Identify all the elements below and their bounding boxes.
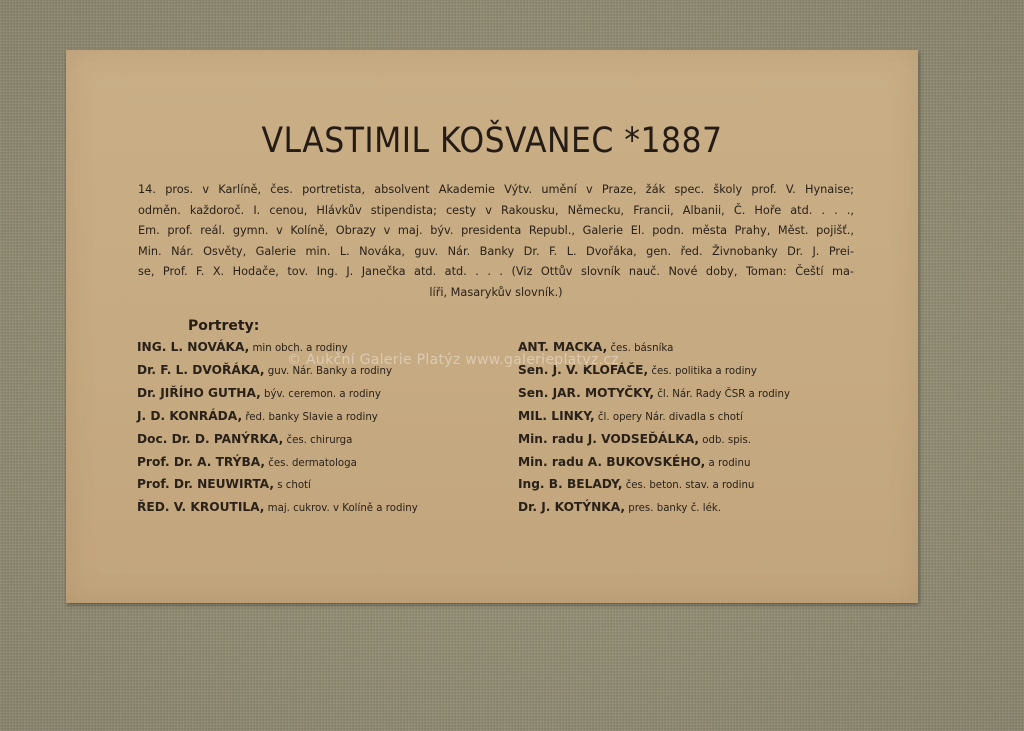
portrait-entry: [518, 474, 790, 497]
portrait-name: Ing. B. BELADY,: [518, 477, 623, 492]
portrait-entry: [518, 360, 790, 383]
portrait-description: býv. ceremon. a rodiny: [260, 388, 381, 400]
portrait-description: s chotí: [273, 480, 311, 492]
portrait-description: čes. chirurga: [283, 434, 353, 446]
portrait-name: Min. radu A. BUKOVSKÉHO,: [518, 454, 706, 469]
portrait-entry: [137, 429, 418, 452]
portraits-heading: Portrety:: [188, 318, 260, 334]
bio-line: Min. Nár. Osvěty, Galerie min. L. Nováka, guv. Nár. Banky Dr. F. L. Dvořáka, gen. řed. Živnobanky Dr. J. Prei-: [138, 244, 854, 258]
portrait-entry: [518, 452, 790, 475]
bio-line: 14. pros. v Karlíně, čes. portretista, absolvent Akademie Výtv. umění v Praze, žák spec. školy prof. V. Hynaise;: [138, 183, 854, 196]
bio-line: se, Prof. F. X. Hodače, tov. Ing. J. Janečka atd. atd. . . . (Viz Ottův slovník nauč. Nové doby, Toman: Čeští ma-: [138, 265, 854, 278]
document-title: VLASTIMIL KOŠVANEC *1887: [261, 121, 723, 161]
biography-paragraph: [138, 180, 854, 303]
portrait-entry: [137, 452, 418, 475]
bio-line: Em. prof. reál. gymn. v Kolíně, Obrazy v maj. býv. presidenta Republ., Galerie El. podn. města Prahy, Měst. pojišť.,: [138, 224, 854, 237]
portrait-name: Prof. Dr. NEUWIRTA,: [137, 477, 274, 492]
portrait-name: Dr. JIŘÍHO GUTHA,: [137, 385, 261, 400]
portrait-entry: [518, 337, 790, 360]
portrait-entry: [518, 429, 790, 452]
portrait-name: Doc. Dr. D. PANÝRKA,: [137, 431, 284, 446]
portrait-entry: [137, 474, 418, 497]
portrait-name: Dr. J. KOTÝNKA,: [518, 500, 625, 515]
portrait-description: a rodinu: [705, 457, 751, 469]
portrait-description: min obch. a rodiny: [249, 343, 348, 354]
portrait-entry: [137, 383, 418, 406]
portrait-entry: [137, 337, 418, 360]
portrait-name: J. D. KONRÁDA,: [137, 408, 243, 423]
portrait-name: Prof. Dr. A. TRÝBA,: [137, 454, 266, 469]
document-card: [66, 50, 918, 603]
portrait-description: řed. banky Slavie a rodiny: [242, 411, 378, 423]
portrait-entry: [518, 406, 790, 429]
portrait-description: čl. opery Nár. divadla s chotí: [594, 411, 743, 423]
portrait-description: čes. politika a rodiny: [648, 365, 757, 377]
portrait-name: ING. L. NOVÁKA,: [137, 340, 250, 354]
portrait-description: čes. beton. stav. a rodinu: [622, 480, 755, 492]
portrait-name: Sen. J. V. KLOFÁČE,: [518, 362, 649, 377]
portrait-name: ANT. MACKA,: [518, 340, 608, 354]
portrait-name: Dr. F. L. DVOŘÁKA,: [137, 362, 265, 377]
portrait-description: odb. spis.: [699, 434, 752, 446]
portrait-description: čes. básníka: [607, 343, 674, 354]
portrait-description: guv. Nár. Banky a rodiny: [264, 365, 392, 377]
portrait-name: Min. radu J. VODSEĎÁLKA,: [518, 431, 699, 446]
portrait-entry: [137, 497, 418, 520]
portrait-description: pres. banky č. lék.: [625, 503, 722, 515]
bio-line: odměn. každoroč. I. cenou, Hlávkův stipendista; cesty v Rakousku, Německu, Francii, Albanii, Č. Hoře atd. . . .,: [138, 203, 854, 217]
bio-line: líři, Masarykův slovník.): [429, 285, 563, 299]
portrait-entry: [137, 360, 418, 383]
portrait-description: čl. Nár. Rady ČSR a rodiny: [654, 388, 790, 400]
portraits-list-left: [137, 337, 418, 520]
portrait-entry: [518, 383, 790, 406]
portrait-name: ŘED. V. KROUTILA,: [137, 500, 265, 515]
portrait-entry: [518, 497, 790, 520]
portrait-name: MIL. LINKY,: [518, 408, 595, 423]
portrait-description: maj. cukrov. v Kolíně a rodiny: [264, 503, 418, 515]
portraits-list-right: [518, 337, 790, 520]
portrait-description: čes. dermatologa: [265, 457, 357, 469]
copyright-watermark: © Aukční Galerie Platýz www.galerieplatyz.cz: [287, 352, 619, 368]
portrait-name: Sen. JAR. MOTYČKY,: [518, 385, 655, 400]
portrait-entry: [137, 406, 418, 429]
